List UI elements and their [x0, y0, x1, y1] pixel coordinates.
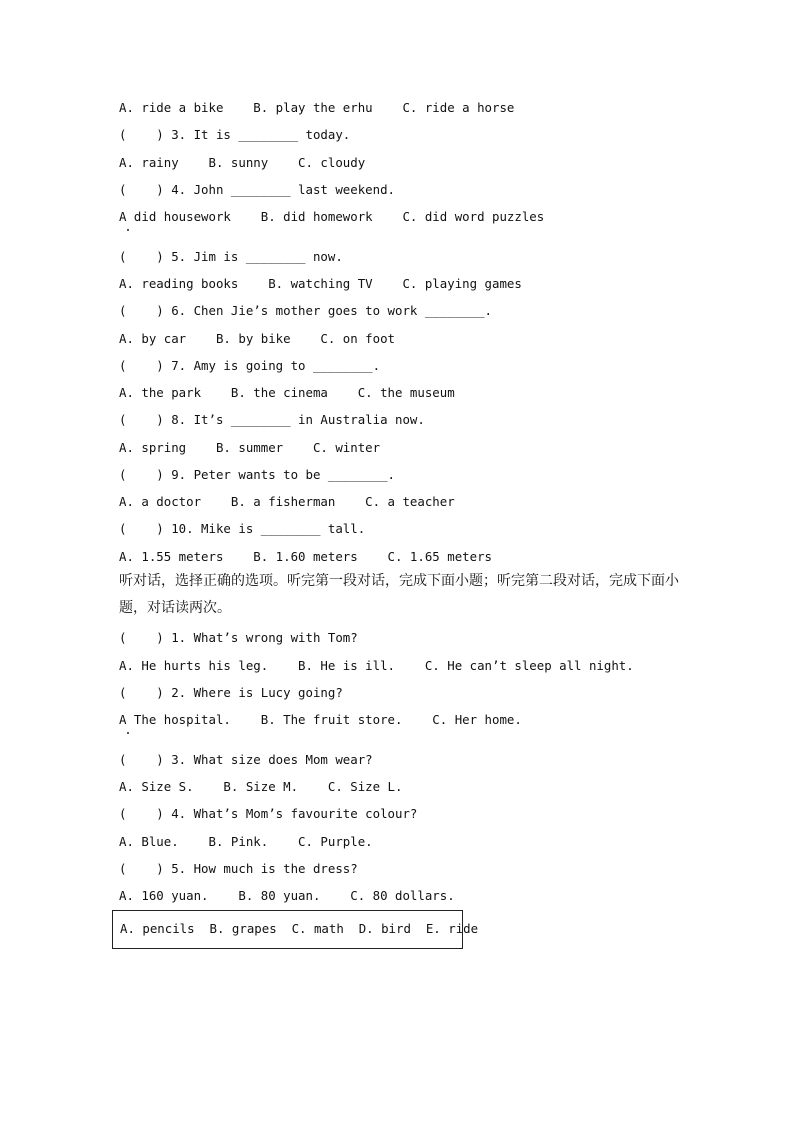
- options-q2: A. ride a bike B. play the erhu C. ride a horse: [119, 100, 515, 115]
- dialog-question-5: ( ) 5. How much is the dress?: [119, 861, 358, 876]
- options-q6: A. by car B. by bike C. on foot: [119, 331, 396, 346]
- question-3: ( ) 3. It is ________ today.: [119, 127, 351, 142]
- dialog-question-1: ( ) 1. What’s wrong with Tom?: [119, 630, 358, 645]
- dialog-question-2: ( ) 2. Where is Lucy going?: [119, 685, 343, 700]
- dialog-options-2: A The hospital. B. The fruit store. C. Her home.: [119, 712, 522, 727]
- section-instruction: 听对话，选择正确的选项。听完第一段对话，完成下面小题；听完第二段对话，完成下面小题，对话读两次。: [119, 573, 679, 616]
- options-q8: A. spring B. summer C. winter: [119, 440, 381, 455]
- question-5: ( ) 5. Jim is ________ now.: [119, 249, 343, 264]
- question-7: ( ) 7. Amy is going to ________.: [119, 358, 381, 373]
- stray-dot: [127, 229, 129, 231]
- question-8: ( ) 8. It’s ________ in Australia now.: [119, 412, 425, 427]
- question-9: ( ) 9. Peter wants to be ________.: [119, 467, 396, 482]
- options-q10: A. 1.55 meters B. 1.60 meters C. 1.65 meters: [119, 549, 492, 564]
- options-q7: A. the park B. the cinema C. the museum: [119, 385, 455, 400]
- options-q9: A. a doctor B. a fisherman C. a teacher: [119, 494, 455, 509]
- question-10: ( ) 10. Mike is ________ tall.: [119, 521, 366, 536]
- stray-dot: [127, 732, 129, 734]
- word-bank-box: [112, 910, 479, 949]
- options-q5: A. reading books B. watching TV C. playing games: [119, 276, 522, 291]
- dialog-question-4: ( ) 4. What’s Mom’s favourite colour?: [119, 806, 418, 821]
- question-6: ( ) 6. Chen Jie’s mother goes to work ________.: [119, 303, 492, 318]
- dialog-options-5: A. 160 yuan. B. 80 yuan. C. 80 dollars.: [119, 888, 455, 903]
- dialog-options-1: A. He hurts his leg. B. He is ill. C. He can’t sleep all night.: [119, 658, 634, 673]
- dialog-options-3: A. Size S. B. Size M. C. Size L.: [119, 779, 403, 794]
- word-bank-text: A. pencils B. grapes C. math D. bird E. ride: [120, 921, 479, 936]
- options-q4: A did housework B. did homework C. did word puzzles: [119, 209, 545, 224]
- dialog-question-3: ( ) 3. What size does Mom wear?: [119, 752, 373, 767]
- dialog-options-4: A. Blue. B. Pink. C. Purple.: [119, 834, 373, 849]
- question-4: ( ) 4. John ________ last weekend.: [119, 182, 396, 197]
- options-q3: A. rainy B. sunny C. cloudy: [119, 155, 366, 170]
